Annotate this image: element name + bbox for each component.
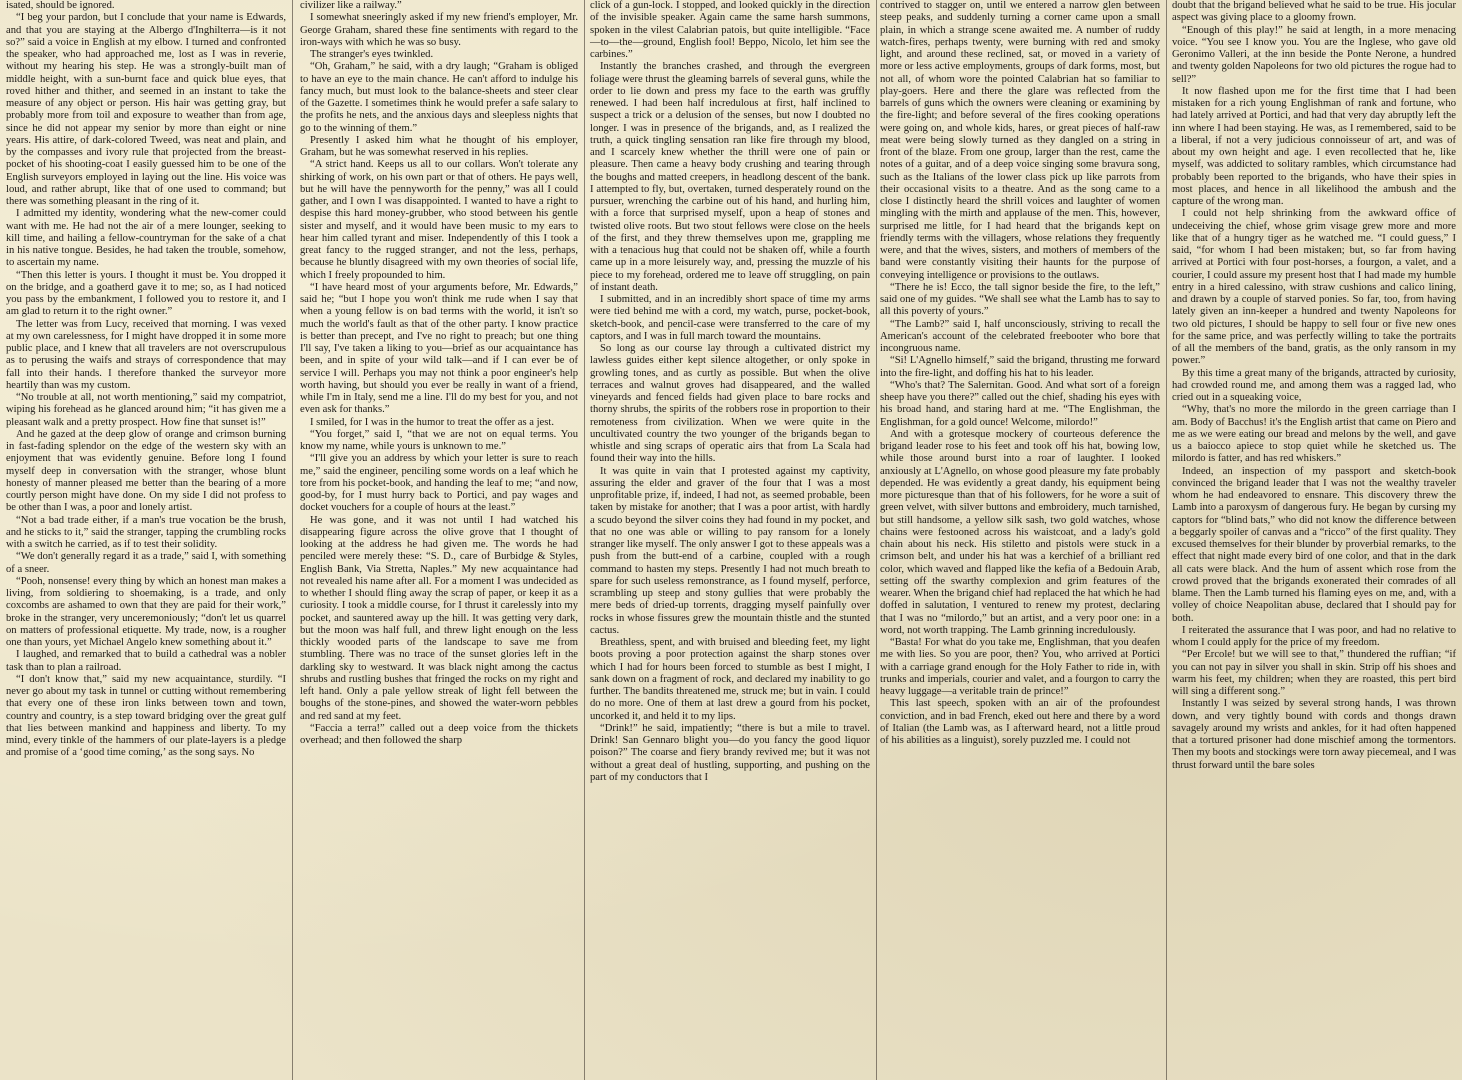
paragraph: civilizer like a railway.” — [300, 0, 402, 11]
paragraph: “Not a bad trade either, if a man's true vocation be the brush, and he sticks to it,” said the stranger, tapping the crumbling rocks with a switch he carried, as if to test their solidity. — [6, 514, 286, 550]
paragraph: Instantly I was seized by several strong hands, I was thrown down, and very tightly bound with cords and thongs drawn savagely around my wrists and ankles, for it had often happened that a tortured prisoner had done mischief among the tormentors. Then my boots and stockings were torn away piecemeal, and I was thrust forward until the bare soles — [1172, 698, 1456, 771]
paragraph: “Basta! For what do you take me, Englishman, that you deafen me with lies. So you are poor, then? You, who arrived at Portici with a carriage grand enough for the Holy Father to ride in, with trunks and imperials, courier and valet, and a fourgon to carry the heavy luggage—a veritable train de prince!” — [880, 637, 1160, 697]
paragraph: “Then this letter is yours. I thought it must be. You dropped it on the bridge, and a goatherd gave it to me; so, as I had noticed you pass by the embankment, I followed you to restore it, and I am glad to return it to the right owner.” — [6, 269, 286, 318]
paragraph: “Oh, Graham,” he said, with a dry laugh; “Graham is obliged to have an eye to the main chance. He can't afford to indulge his fancy much, but must look to the balance-sheets and steer clear of the Gazette. I sometimes think he would prefer a safe salary to the profits he nets, and the anxious days and sleepless nights that go to the winning of them.” — [300, 61, 578, 134]
paragraph: “Who's that? The Salernitan. Good. And what sort of a foreign sheep have you there?” called out the chief, shading his eyes with his broad hand, and staring hard at me. “The Englishman, the Englishman, for a gold ounce! Welcome, milordo!” — [880, 379, 1160, 428]
paragraph: “The Lamb?” said I, half unconsciously, striving to recall the American's account of the celebrated freebooter who bore that incongruous name. — [880, 318, 1160, 354]
paragraph: “There he is! Ecco, the tall signor beside the fire, to the left,” said one of my guides. “We shall see what the Lamb has to say to all this poverty of yours.” — [880, 281, 1160, 318]
paragraph: “Pooh, nonsense! every thing by which an honest man makes a living, from soldiering to shoemaking, is a trade, and only coxcombs are ashamed to own that they are paid for their work,” broke in the stranger, very unceremoniously; “don't let us quarrel on matters of professional etiquette. My trade, now, is a rougher one than yours, yet Michael Angelo knew something about it.” — [6, 575, 286, 648]
paragraph: I laughed, and remarked that to build a cathedral was a nobler task than to plan a railroad. — [6, 649, 286, 673]
paragraph: “Enough of this play!” he said at length, in a more menacing voice. “You see I know you. You are the Inglese, who gave old Geronimo Valleri, at the inn beside the Ponte Nerone, a hundred and twenty golden Napoleons for two old pictures the rogue had to sell?” — [1172, 24, 1456, 85]
paragraph: “I have heard most of your arguments before, Mr. Edwards,” said he; “but I hope you won't think me rude when I say that when a young fellow is on bad terms with the world, it isn't so much the world's fault as that of the other party. I know practice is better than precept, and I've no right to preach; but one thing I'll say, I've taken a liking to you—brief as our acquaintance has been, and in spite of your wild talk—and if I can ever be of service I will. Perhaps you may not think a poor engineer's help worth having, but should you ever be really in want of a friend, while I'm in Italy, send me a line. I'll do my best for you, and not even ask for thanks.” — [300, 281, 578, 416]
paragraph: Instantly the branches crashed, and through the evergreen foliage were thrust the gleaming barrels of several guns, while the order to lie down and press my face to the earth was gruffly renewed. I had been half incredulous at first, half inclined to suspect a trick or a delusion of the senses, but now I doubted no longer. I was in presence of the brigands, and, as I realized the truth, a quick tingling sensation ran like fire through my blood, and I scarcely knew whether the thrill were one of pain or pleasure. Then came a heavy body crushing and tearing through the boughs and matted creepers, in headlong descent of the bank. I attempted to fly, but, overtaken, turned desperately round on the pursuer, wrenching the carbine out of his hand, and hurling him, with a force that surprised myself, upon a heap of stones and twisted olive roots. But two stout fellows were close on the heels of the first, and they threw themselves upon me, grappling me with a tenacious hug that could not be shaken off, while a fourth came up in a more leisurely way, and, pressing the muzzle of his piece to my forehead, ordered me to leave off struggling, on pain of instant death. — [590, 61, 870, 293]
paragraph: “A strict hand. Keeps us all to our collars. Won't tolerate any shirking of work, on his own part or that of others. He pays well, but he will have the pennyworth for the penny,” was all I could gather, and I own I was disappointed. I wanted to have a right to despise this hard money-grubber, who stood between his gentle sister and myself, and it would have been music to my ears to hear him called tyrant and miser. Independently of this I took a great fancy to the rugged stranger, and not the less, perhaps, because he bluntly disagreed with my own theories of social life, which I freely propounded to him. — [300, 159, 578, 281]
paragraph: The stranger's eyes twinkled. — [310, 49, 434, 60]
paragraph: Indeed, an inspection of my passport and sketch-book convinced the brigand leader that I was not the wealthy traveler whom he had endeavored to ensnare. This discovery threw the Lamb into a paroxysm of dangerous fury. He began by cursing my captors for “blind bats,” who did not know the difference between a beggarly spoiler of canvas and a “ricco” of the first quality. They excused themselves for their blunder by proverbial remarks, to the effect that night made every bird of one color, and that in the dark all cats were black. And the hum of assent which rose from the crowd proved that the brigands exonerated their comrades of all blame. Then the Lamb turned his flaming eyes on me, and, with a volley of choice Neapolitan abuse, declared that I should pay for both. — [1172, 465, 1456, 624]
paragraph: “Si! L'Agnello himself,” said the brigand, thrusting me forward into the fire-light, and doffing his hat to his leader. — [880, 355, 1160, 379]
paragraph: I submitted, and in an incredibly short space of time my arms were tied behind me with a cord, my watch, purse, pocket-book, sketch-book, and pencil-case were transferred to the care of my captors, and I was in full march toward the mountains. — [590, 294, 870, 342]
paragraph: I reiterated the assurance that I was poor, and had no relative to whom I could apply for the price of my freedom. — [1172, 624, 1456, 648]
paragraph: “Drink!” he said, impatiently; “there is but a mile to travel. Drink! San Gennaro blight you—do you fancy the good liquor poison?” The coarse and fiery brandy revived me; but it was not without a great deal of hustling, supporting, and pushing on the part of my conductors that I — [590, 722, 870, 783]
paragraph: It was quite in vain that I protested against my captivity, assuring the elder and graver of the four that I was a most unprofitable prize, if, indeed, I had not, as seemed probable, been taken by mistake for another; that I was a poor artist, with hardly a scudo beyond the silver coins they had found in my pocket, and that no one was able or willing to pay ransom for a lonely stranger like myself. The only answer I got to these appeals was a push from the butt-end of a carbine, coupled with a rough command to hasten my steps. Presently I had not much breath to spare for such useless remonstrance, as I found myself, perforce, scrambling up steep and stony gullies that were probably the mere beds of dried-up torrents, dragging myself painfully over rocks in whose fissures grew the mountain thistle and the stunted cactus. — [590, 465, 870, 636]
paragraph: The letter was from Lucy, received that morning. I was vexed at my own carelessness, for I might have dropped it in some more public place, and I knew that all travelers are not overscrupulous as to perusing the waifs and strays of correspondence that may fall into their hands. I therefore thanked the surveyor more heartily than was my custom. — [6, 318, 286, 391]
paragraph: He was gone, and it was not until I had watched his disappearing figure across the olive grove that I thought of looking at the address he had given me. The words he had penciled were merely these: “S. D., care of Burbidge & Styles, English Bank, Via Stretta, Naples.” My new acquaintance had not revealed his name after all. For a moment I was undecided as to whether I should fling away the scrap of paper, or keep it as a curiosity. I took a middle course, for I thrust it carelessly into my pocket, and sauntered away up the hill. It was getting very dark, but the moon was half full, and threw light enough on the less thickly wooded parts of the landscape to save me from stumbling. There was no trace of the sunset glories left in the darkling sky to westward. It was black night among the cactus shrubs and rustling bushes that fringed the rocks on my right and left hand. Only a pale yellow streak of light fell between the boughs of the stone-pines, and showed the water-worn pebbles and red sand at my feet. — [300, 514, 578, 722]
paragraph: doubt that the brigand believed what he said to be true. His jocular aspect was giving place to a gloomy frown. — [1172, 0, 1456, 24]
paragraph: “You forget,” said I, “that we are not on equal terms. You know my name, while yours is unknown to me.” — [300, 428, 578, 452]
paragraph: By this time a great many of the brigands, attracted by curiosity, had crowded round me, and among them was a ragged lad, who cried out in a squeaking voice, — [1172, 367, 1456, 403]
paragraph: It now flashed upon me for the first time that I had been mistaken for a rich young Englishman of rank and fortune, who had lately arrived at Portici, and had that very day abruptly left the inn where I had been staying. He was, as I remembered, said to be a liberal, if not a very judicious connoisseur of art, and was of about my own height and age. I even recollected that he, like myself, was addicted to solitary rambles, which circumstance had probably been reported to the brigands, who have their spies in most places, and hence in all likelihood the ambush and the capture of the wrong man. — [1172, 85, 1456, 207]
paragraph: Breathless, spent, and with bruised and bleeding feet, my light boots proving a poor protection against the sharp stones over which I had for hours been forced to stumble as best I might, I sank down on a fragment of rock, and declared my inability to go further. The bandits threatened me, struck me; but in vain. I could do no more. One of them at last drew a gourd from his pocket, uncorked it, and held it to my lips. — [590, 637, 870, 722]
paragraph: I somewhat sneeringly asked if my new friend's employer, Mr. George Graham, shared these fine sentiments with regard to the iron-ways with which he was so busy. — [300, 12, 578, 48]
paragraph: “I beg your pardon, but I conclude that your name is Edwards, and that you are staying at the Albergo d'Inghilterra—is it not so?” said a voice in English at my elbow. I turned and confronted the speaker, who had approached me, lost as I was in reverie, without my hearing his step. He was a strongly-built man of middle height, with a sun-burnt face and quick blue eyes, that roved hither and thither, and seemed in an instant to take the measure of any object or person. His hair was getting gray, but probably more from toil and exposure to weather than from age, since he did not appear my senior by more than eight or nine years. His attire, of dark-colored Tweed, was neat and plain, and by the compasses and ivory rule that projected from the breast-pocket of his shooting-coat I easily guessed him to be one of the English surveyors employed in laying out the line. His voice was loud, and rather abrupt, like that of one used to command; but there was something pleasant in the ring of it. — [6, 12, 286, 207]
column-rule — [292, 0, 293, 1080]
paragraph: “Faccia a terra!” called out a deep voice from the thickets overhead; and then followed the sharp — [300, 722, 578, 746]
paragraph: And he gazed at the deep glow of orange and crimson burning in fast-fading splendor on the edge of the western sky with an enjoyment that was evidently genuine. Before long I found myself deep in conversation with the stranger, whose blunt honesty of manner pleased me better than the bearing of a more courtly person might have done. On my side I did not profess to be other than I was, a poor and lonely artist. — [6, 428, 286, 514]
paragraph: This last speech, spoken with an air of the profoundest conviction, and in bad French, eked out here and there by a word of Italian (the Lamb was, as I afterward heard, not a little proud of his abilities as a linguist), sorely puzzled me. I could not — [880, 698, 1160, 746]
text-column-3 — [586, 0, 874, 1080]
paragraph: “No trouble at all, not worth mentioning,” said my compatriot, wiping his forehead as he glanced around him; “it has given me a pleasant walk and a pretty prospect. How fine that sunset is!” — [6, 392, 286, 428]
paragraph: “We don't generally regard it as a trade,” said I, with something of a sneer. — [6, 551, 286, 575]
paragraph: isated, should be ignored. — [6, 0, 115, 11]
text-column-1 — [2, 0, 290, 1080]
paragraph: And with a grotesque mockery of courteous deference the brigand leader rose to his feet and took off his hat, bowing low, while those around burst into a roar of laughter. I looked anxiously at L'Agnello, on whose good pleasure my fate probably depended. He was evidently a great dandy, his equipment being more picturesque than that of his followers, for he wore a suit of green velvet, with silver buttons and embroidery, much tarnished, but still handsome, a yellow silk sash, two gold watches, whose chains were festooned across his waistcoat, and a lady's gold chain about his neck. His stiletto and pistols were stuck in a crimson belt, and under his hat was a kerchief of a brilliant red color, which waved and flapped like the kefia of a Bedouin Arab, setting off the swarthy complexion and grim features of the wearer. When the brigand chief had replaced the hat which he had doffed in salutation, I ventured to renew my protest, declaring that I was no “milordo,” but an artist, and a very poor one: in a word, not worth trapping. The Lamb grinning incredulously. — [880, 428, 1160, 636]
paragraph: So long as our course lay through a cultivated district my lawless guides either kept silence altogether, or only spoke in growling tones, and as curtly as possible. But when the olive terraces and walnut groves had disappeared, and the walled vineyards and fenced fields had given place to bare rocks and thorny shrubs, the spirits of the robbers rose in proportion to their remoteness from civilization. When we were quite in the uncultivated country the two younger of the brigands began to whistle and sing scraps of operatic airs that from La Scala had found their way into the hills. — [590, 343, 870, 465]
paragraph: I could not help shrinking from the awkward office of undeceiving the chief, whose grim visage grew more and more like that of a hungry tiger as he watched me. “I could guess,” I said, “for whom I had been mistaken; but, so far from having arrived at Portici with four post-horses, a fourgon, a valet, and a courier, I could assure my present host that I had made my humble entry in a hired calessino, with straw cushions and calico lining, and drawn by a couple of starved ponies. So far, too, from having lately given an inn-keeper a hundred and twenty Napoleons for two old pictures, I should be happy to sell four or five new ones for the same price, and was perfectly willing to take the portraits of all the members of the band, gratis, as the only ransom in my power.” — [1172, 208, 1456, 367]
column-rule — [584, 0, 585, 1080]
paragraph: “I'll give you an address by which your letter is sure to reach me,” said the engineer, penciling some words on a leaf which he tore from his pocket-book, and handing the leaf to me; “and now, good-by, for I must hurry back to Portici, and pay wages and docket vouchers for a couple of hours at the least.” — [300, 453, 578, 514]
paragraph: click of a gun-lock. I stopped, and looked quickly in the direction of the invisible speaker. Again came the same harsh summons, spoken in the vilest Calabrian patois, but quite intelligible. “Face—to—the—ground, English fool! Beppo, Nicolo, let him see the carbines.” — [590, 0, 870, 60]
paragraph: Presently I asked him what he thought of his employer, Graham, but he was somewhat reserved in his replies. — [300, 134, 578, 158]
text-column-5 — [1168, 0, 1460, 1080]
paragraph: “I don't know that,” said my new acquaintance, sturdily. “I never go about my task in tunnel or cutting without remembering that every one of these iron links between town and town, country and country, is a step toward bridging over the great gulf that lies between mankind and happiness and liberty. To my mind, every tinkle of the hammers of our plate-layers is a pledge and promise of a ‘good time coming,’ as the song says. No — [6, 673, 286, 759]
paragraph: I smiled, for I was in the humor to treat the offer as a jest. — [310, 416, 554, 428]
text-column-2 — [296, 0, 582, 1080]
paragraph: I admitted my identity, wondering what the new-comer could want with me. He had not the air of a mere lounger, seeking to kill time, and hailing a fellow-countryman for the sake of a chat in his native tongue. Besides, he had taken the trouble, somehow, to ascertain my name. — [6, 208, 286, 269]
paragraph: “Per Ercole! but we will see to that,” thundered the ruffian; “if you can not pay in silver you shall in skin. Strip off his shoes and warm his feet, my children; when they are roasted, this pert bird will sing a different song.” — [1172, 649, 1456, 697]
column-rule — [1166, 0, 1167, 1080]
paragraph: contrived to stagger on, until we entered a narrow glen between steep peaks, and suddenly turning a corner came upon a small plain, in which a strange scene awaited me. A number of ruddy watch-fires, perhaps twenty, were burning with red and smoky light, and around these reclined, sat, or moved in a variety of more or less active employments, groups of dark forms, most, but not all, of whom wore the pointed Calabrian hat so familiar to play-goers. Here and there the glare was reflected from the barrels of guns which the owners were cleaning or examining by the fire-light; and before several of the fires cooking operations were going on, and whole kids, hares, or great pieces of half-raw meat were being slowly turned as they dangled on a string in front of the blaze. From one group, larger than the rest, came the notes of a guitar, and of a deep voice singing some bravura song, such as the Italians of the lower class pick up like parrots from their occasional visits to a theatre. And as the song came to a close I distinctly heard the shrill voices and laughter of women mingling with the mirth and applause of the men. This, however, surprised me little, for I had heard that the brigands kept on friendly terms with the villagers, whose relations they frequently were, and that the wives, sisters, and mothers of members of the band were constantly visiting their haunts for the purpose of conveying intelligence or provisions to the outlaws. — [880, 0, 1160, 281]
paragraph: “Why, that's no more the milordo in the green carriage than I am. Body of Bacchus! it's the English artist that came on Piero and me as we were eating our bread and melons by the well, and gave us a baiocco apiece to stop quiet while he sketched us. The milordo is fatter, and has red whiskers.” — [1172, 404, 1456, 465]
text-column-4 — [876, 0, 1164, 1080]
